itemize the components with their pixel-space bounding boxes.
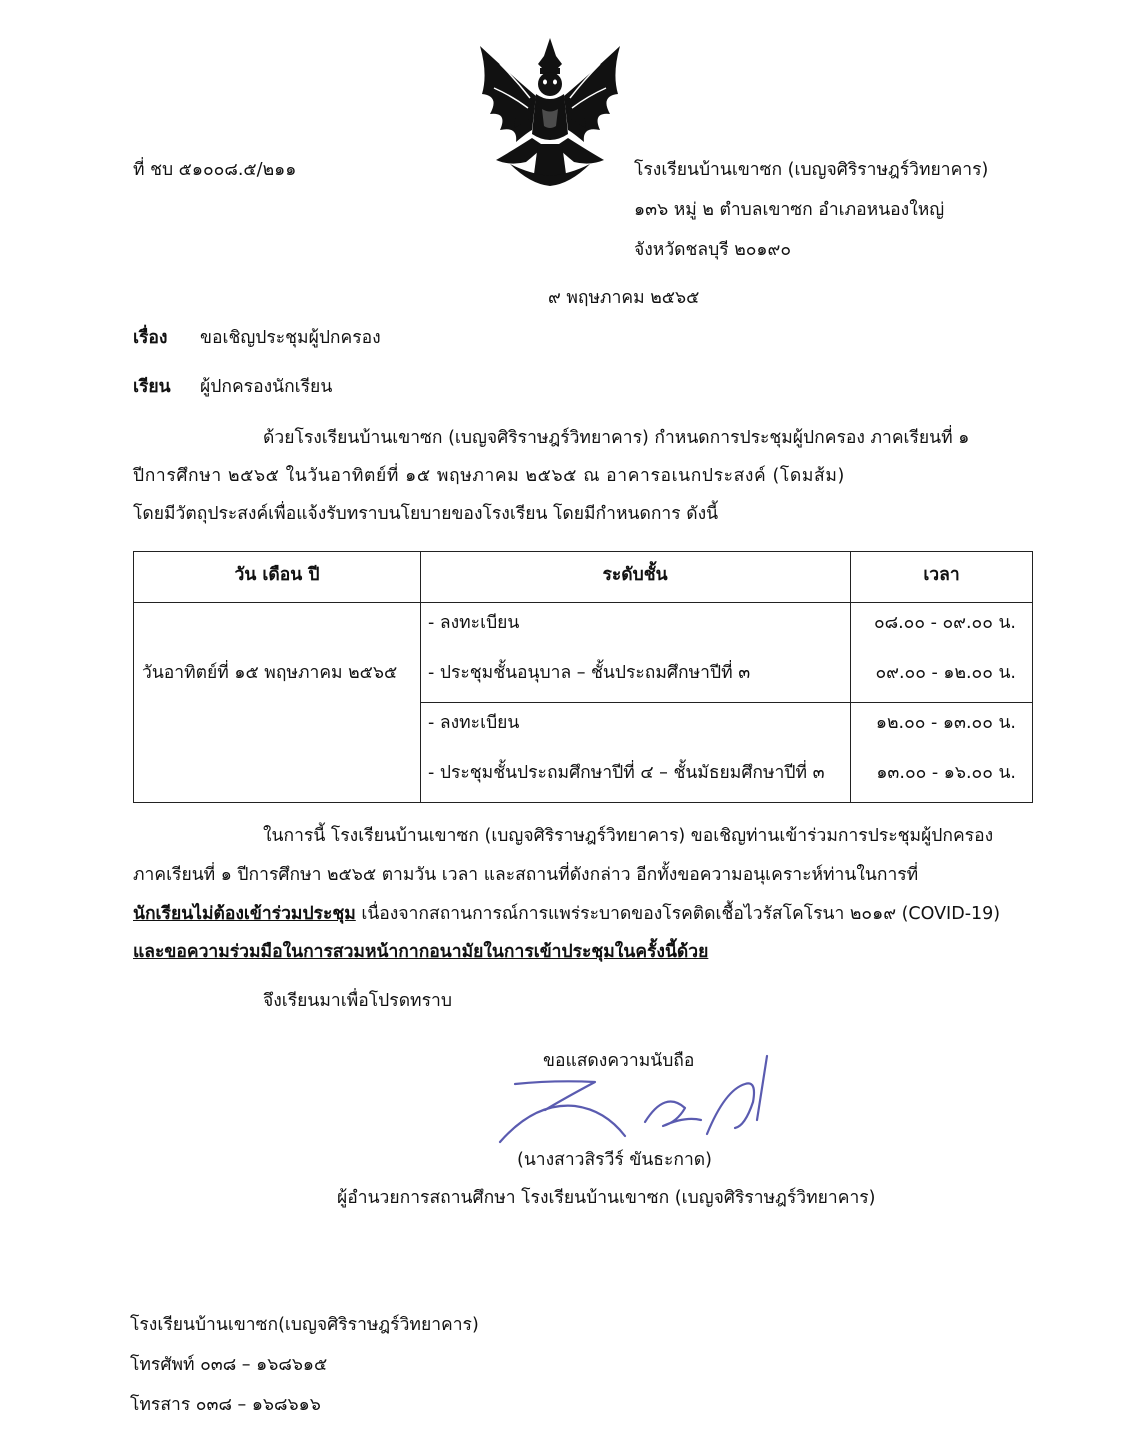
signer-title: ผู้อำนวยการสถานศึกษา โรงเรียนบ้านเขาซก (เบญจศิริราษฎร์วิทยาคาร)	[337, 1188, 876, 1208]
table-header-date: วัน เดือน ปี	[234, 565, 320, 585]
intro-line-2: ปีการศึกษา ๒๕๖๕ ในวันอาทิตย์ที่ ๑๕ พฤษภาคม ๒๕๖๕ ณ อาคารอเนกประสงค์ (โดมส้ม)	[133, 466, 845, 486]
table-time-cell: ๐๙.๐๐ - ๑๒.๐๐ น.	[875, 663, 1016, 683]
table-level-cell: - ลงทะเบียน	[428, 613, 520, 633]
subject-label: เรื่อง	[133, 328, 168, 348]
garuda-emblem-icon	[470, 34, 630, 194]
notice-line-3	[133, 899, 1000, 927]
signer-name: (นางสาวสิรวีร์ ขันธะกาด)	[517, 1150, 712, 1170]
intro-line-1: ด้วยโรงเรียนบ้านเขาซก (เบญจศิริราษฎร์วิทยาคาร) กำหนดการประชุมผู้ปกครอง ภาคเรียนที่ ๑	[263, 428, 970, 448]
schedule-table	[133, 551, 1033, 803]
table-divider	[134, 602, 1032, 603]
no-students-notice: นักเรียนไม่ต้องเข้าร่วมประชุม	[133, 904, 356, 924]
table-level-cell: - ประชุมชั้นประถมศึกษาปีที่ ๔ – ชั้นมัธยมศึกษาปีที่ ๓	[428, 763, 825, 783]
closing-line: จึงเรียนมาเพื่อโปรดทราบ	[263, 991, 452, 1011]
subject-text: ขอเชิญประชุมผู้ปกครอง	[200, 328, 381, 348]
signature-icon	[495, 1050, 775, 1150]
covid-reason: เนื่องจากสถานการณ์การแพร่ระบาดของโรคติดเชื้อไวรัสโคโรนา ๒๐๑๙ (COVID-19)	[355, 904, 1001, 924]
footer-fax: โทรสาร ๐๓๘ – ๑๖๘๖๑๖	[130, 1395, 321, 1415]
recipient-label: เรียน	[133, 377, 171, 397]
table-level-cell: - ลงทะเบียน	[428, 713, 520, 733]
recipient-text: ผู้ปกครองนักเรียน	[200, 377, 333, 397]
table-time-cell: ๑๒.๐๐ - ๑๓.๐๐ น.	[875, 713, 1016, 733]
sender-street: ๑๓๖ หมู่ ๒ ตำบลเขาซก อำเภอหนองใหญ่	[634, 200, 945, 220]
table-time-cell: ๑๓.๐๐ - ๑๖.๐๐ น.	[876, 763, 1016, 783]
sender-province: จังหวัดชลบุรี ๒๐๑๙๐	[634, 240, 792, 260]
regards-line: ขอแสดงความนับถือ	[543, 1051, 695, 1071]
table-level-cell: - ประชุมชั้นอนุบาล – ชั้นประถมศึกษาปีที่ ๓	[428, 663, 751, 683]
notice-line-1: ในการนี้ โรงเรียนบ้านเขาซก (เบญจศิริราษฎร์วิทยาคาร) ขอเชิญท่านเข้าร่วมการประชุมผู้ปกครอง	[263, 826, 994, 846]
reference-number: ที่ ชบ ๕๑๐๐๘.๕/๒๑๑	[133, 160, 297, 180]
footer-phone: โทรศัพท์ ๐๓๘ – ๑๖๘๖๑๕	[130, 1355, 328, 1375]
table-header-time: เวลา	[923, 565, 960, 585]
sender-school: โรงเรียนบ้านเขาซก (เบญจศิริราษฎร์วิทยาคาร)	[634, 160, 989, 180]
intro-line-3: โดยมีวัตถุประสงค์เพื่อแจ้งรับทราบนโยบายของโรงเรียน โดยมีกำหนดการ ดังนี้	[133, 504, 719, 524]
letter-date: ๙ พฤษภาคม ๒๕๖๕	[548, 288, 700, 308]
mask-request: และขอความร่วมมือในการสวมหน้ากากอนามัยในการเข้าประชุมในครั้งนี้ด้วย	[133, 942, 709, 962]
footer-school: โรงเรียนบ้านเขาซก(เบญจศิริราษฎร์วิทยาคาร)	[130, 1315, 479, 1335]
table-date-cell: วันอาทิตย์ที่ ๑๕ พฤษภาคม ๒๕๖๕	[142, 663, 398, 683]
table-time-cell: ๐๘.๐๐ - ๐๙.๐๐ น.	[873, 613, 1016, 633]
table-divider	[420, 702, 1032, 703]
notice-line-2: ภาคเรียนที่ ๑ ปีการศึกษา ๒๕๖๕ ตามวัน เวลา และสถานที่ดังกล่าว อีกทั้งขอความอนุเคราะห์ท่านในการที่	[133, 865, 919, 885]
table-header-level: ระดับชั้น	[602, 565, 668, 585]
